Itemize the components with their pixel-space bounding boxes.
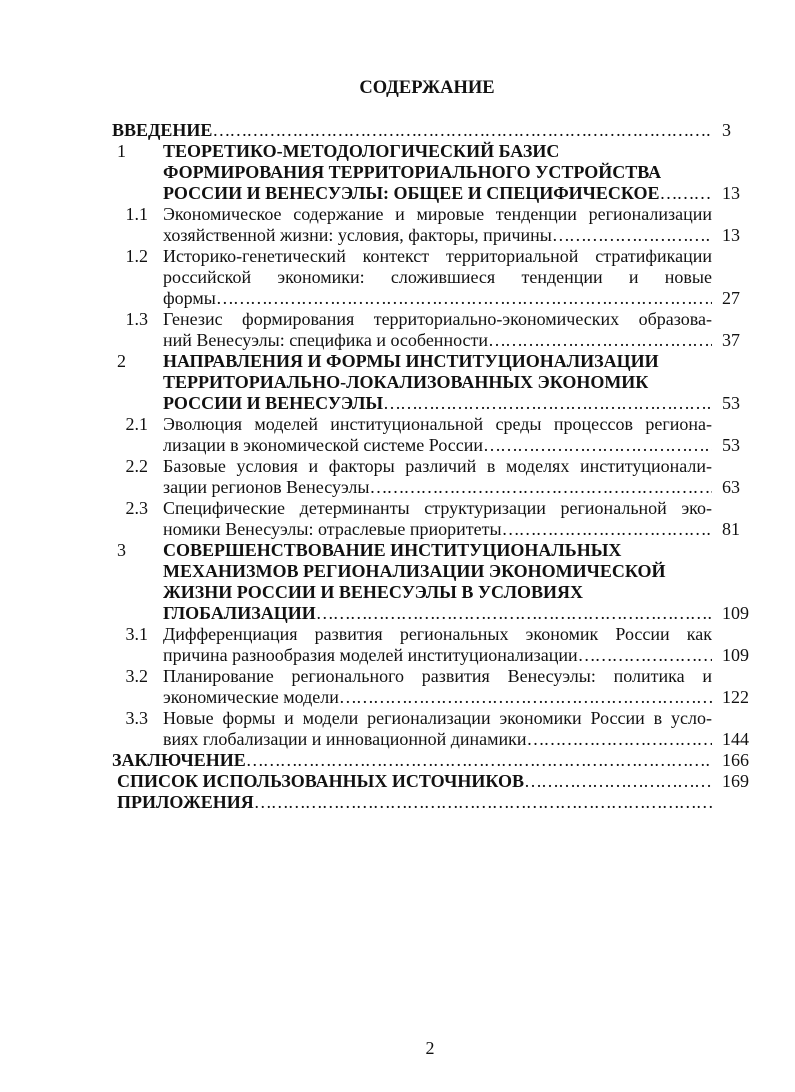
entry-title bbox=[163, 204, 712, 246]
entry-title-line: виях глобализации и инновационной динамики bbox=[163, 729, 527, 749]
entry-page-number: 13 bbox=[722, 183, 740, 203]
dot-leader bbox=[369, 477, 712, 498]
entry-number: 2.1 bbox=[125, 414, 148, 434]
toc-entry-chapter-3 bbox=[112, 540, 760, 624]
toc-entry-chapter-1 bbox=[112, 141, 760, 204]
entry-title-line: хозяйственной жизни: условия, факторы, причины bbox=[163, 225, 552, 245]
entry-title-line: Историко-генетический контекст территориальной стратификации bbox=[163, 246, 712, 266]
entry-number: 1.1 bbox=[125, 204, 148, 224]
entry-number: 1 bbox=[117, 141, 126, 161]
entry-number: 3.1 bbox=[125, 624, 148, 644]
toc-entry-introduction bbox=[112, 120, 760, 141]
entry-title-line: зации регионов Венесуэлы bbox=[163, 477, 370, 497]
page-number: 2 bbox=[425, 1038, 435, 1058]
entry-title-line: МЕХАНИЗМОВ РЕГИОНАЛИЗАЦИИ ЭКОНОМИЧЕСКОЙ bbox=[163, 561, 666, 581]
entry-title-line: СОВЕРШЕНСТВОВАНИЕ ИНСТИТУЦИОНАЛЬНЫХ bbox=[163, 540, 622, 560]
dot-leader bbox=[527, 729, 712, 750]
entry-title-line: Новые формы и модели регионализации экономики России в усло- bbox=[163, 708, 712, 728]
entry-title-line: Базовые условия и факторы различий в моделях институционали- bbox=[163, 456, 712, 476]
entry-title-line: Экономическое содержание и мировые тенденции регионализации bbox=[163, 204, 712, 224]
toc-entry-section-2-1 bbox=[112, 414, 760, 456]
entry-title-text: ПРИЛОЖЕНИЯ bbox=[117, 792, 254, 812]
dot-leader bbox=[254, 792, 712, 813]
toc-entry-section-3-1 bbox=[112, 624, 760, 666]
entry-title-line: РОССИИ И ВЕНЕСУЭЛЫ bbox=[163, 393, 384, 413]
entry-title-line: ФОРМИРОВАНИЯ ТЕРРИТОРИАЛЬНОГО УСТРОЙСТВА bbox=[163, 162, 662, 182]
entry-title bbox=[163, 456, 712, 498]
entry-title-text: ВВЕДЕНИЕ bbox=[112, 120, 213, 140]
dot-leader bbox=[339, 687, 712, 708]
dot-leader bbox=[316, 603, 712, 624]
entry-number: 3.3 bbox=[125, 708, 148, 728]
entry-title-line: экономические модели bbox=[163, 687, 339, 707]
entry-number: 3.2 bbox=[125, 666, 148, 686]
toc-entry-references bbox=[112, 771, 760, 792]
entry-title bbox=[112, 120, 712, 141]
dot-leader bbox=[524, 771, 712, 792]
entry-title bbox=[163, 246, 712, 309]
entry-page-number: 27 bbox=[722, 288, 740, 308]
dot-leader bbox=[552, 225, 712, 246]
entry-title-line: РОССИИ И ВЕНЕСУЭЛЫ: ОБЩЕЕ И СПЕЦИФИЧЕСКОЕ bbox=[163, 183, 660, 203]
entry-page-number: 169 bbox=[722, 771, 749, 791]
entry-title bbox=[112, 792, 712, 813]
dot-leader bbox=[483, 435, 712, 456]
entry-page-number: 81 bbox=[722, 519, 740, 539]
entry-title bbox=[163, 666, 712, 708]
page-title: СОДЕРЖАНИЕ bbox=[359, 78, 495, 98]
entry-title-line: ТЕОРЕТИКО-МЕТОДОЛОГИЧЕСКИЙ БАЗИС bbox=[163, 141, 560, 161]
toc-entry-section-1-3 bbox=[112, 309, 760, 351]
entry-number: 1.2 bbox=[125, 246, 148, 266]
entry-title-text: СПИСОК ИСПОЛЬЗОВАННЫХ ИСТОЧНИКОВ bbox=[117, 771, 524, 791]
entry-number: 2 bbox=[117, 351, 126, 371]
dot-leader bbox=[216, 288, 712, 309]
toc-entry-section-1-2 bbox=[112, 246, 760, 309]
entry-title-line: ний Венесуэлы: специфика и особенности bbox=[163, 330, 489, 350]
entry-title-line: номики Венесуэлы: отраслевые приоритеты bbox=[163, 519, 502, 539]
entry-title-line: Эволюция моделей институциональной среды процессов региона- bbox=[163, 414, 712, 434]
entry-page-number: 53 bbox=[722, 435, 740, 455]
entry-page-number: 13 bbox=[722, 225, 740, 245]
entry-page-number: 53 bbox=[722, 393, 740, 413]
entry-title-line: лизации в экономической системе России bbox=[163, 435, 484, 455]
toc-entry-section-3-3 bbox=[112, 708, 760, 750]
entry-page-number: 144 bbox=[722, 729, 749, 749]
entry-title-line: ТЕРРИТОРИАЛЬНО-ЛОКАЛИЗОВАННЫХ ЭКОНОМИК bbox=[163, 372, 649, 392]
entry-title bbox=[163, 540, 712, 624]
toc-entry-chapter-2 bbox=[112, 351, 760, 414]
entry-title-line: формы bbox=[163, 288, 216, 308]
entry-title bbox=[112, 750, 712, 771]
entry-title-line: Планирование регионального развития Венесуэлы: политика и bbox=[163, 666, 712, 686]
dot-leader bbox=[502, 519, 712, 540]
dot-leader bbox=[488, 330, 712, 351]
entry-number: 1.3 bbox=[125, 309, 148, 329]
entry-title-text: ЗАКЛЮЧЕНИЕ bbox=[112, 750, 246, 770]
dot-leader bbox=[246, 750, 712, 771]
dot-leader bbox=[383, 393, 712, 414]
toc-entry-conclusion bbox=[112, 750, 760, 771]
entry-title-line: Специфические детерминанты структуризации региональной эко- bbox=[163, 498, 712, 518]
entry-title-line: российской экономики: сложившиеся тенденции и новые bbox=[163, 267, 712, 287]
entry-page-number: 3 bbox=[722, 120, 731, 140]
entry-title-line: ЖИЗНИ РОССИИ И ВЕНЕСУЭЛЫ В УСЛОВИЯХ bbox=[163, 582, 584, 602]
entry-title-line: причина разнообразия моделей институционализации bbox=[163, 645, 578, 665]
entry-title-line: Дифференциация развития региональных экономик России как bbox=[163, 624, 712, 644]
toc-entry-section-2-2 bbox=[112, 456, 760, 498]
dot-leader bbox=[578, 645, 712, 666]
entry-title bbox=[163, 414, 712, 456]
toc-entry-section-2-3 bbox=[112, 498, 760, 540]
entry-title-line: НАПРАВЛЕНИЯ И ФОРМЫ ИНСТИТУЦИОНАЛИЗАЦИИ bbox=[163, 351, 659, 371]
toc-entry-appendices bbox=[112, 792, 760, 813]
entry-title bbox=[112, 771, 712, 792]
entry-page-number: 122 bbox=[722, 687, 749, 707]
entry-title-line: Генезис формирования территориально-экономических образова- bbox=[163, 309, 712, 329]
toc-entry-section-3-2 bbox=[112, 666, 760, 708]
dot-leader bbox=[212, 120, 712, 141]
entry-number: 2.2 bbox=[125, 456, 148, 476]
table-of-contents bbox=[112, 120, 760, 813]
entry-title-line: ГЛОБАЛИЗАЦИИ bbox=[163, 603, 316, 623]
entry-title bbox=[163, 498, 712, 540]
entry-page-number: 109 bbox=[722, 645, 749, 665]
entry-page-number: 109 bbox=[722, 603, 749, 623]
entry-title bbox=[163, 141, 712, 204]
toc-entry-section-1-1 bbox=[112, 204, 760, 246]
entry-number: 3 bbox=[117, 540, 126, 560]
entry-page-number: 166 bbox=[722, 750, 749, 770]
dot-leader bbox=[660, 183, 713, 204]
entry-title bbox=[163, 624, 712, 666]
entry-title bbox=[163, 708, 712, 750]
entry-page-number: 37 bbox=[722, 330, 740, 350]
entry-title bbox=[163, 309, 712, 351]
entry-number: 2.3 bbox=[125, 498, 148, 518]
entry-page-number: 63 bbox=[722, 477, 740, 497]
entry-title bbox=[163, 351, 712, 414]
